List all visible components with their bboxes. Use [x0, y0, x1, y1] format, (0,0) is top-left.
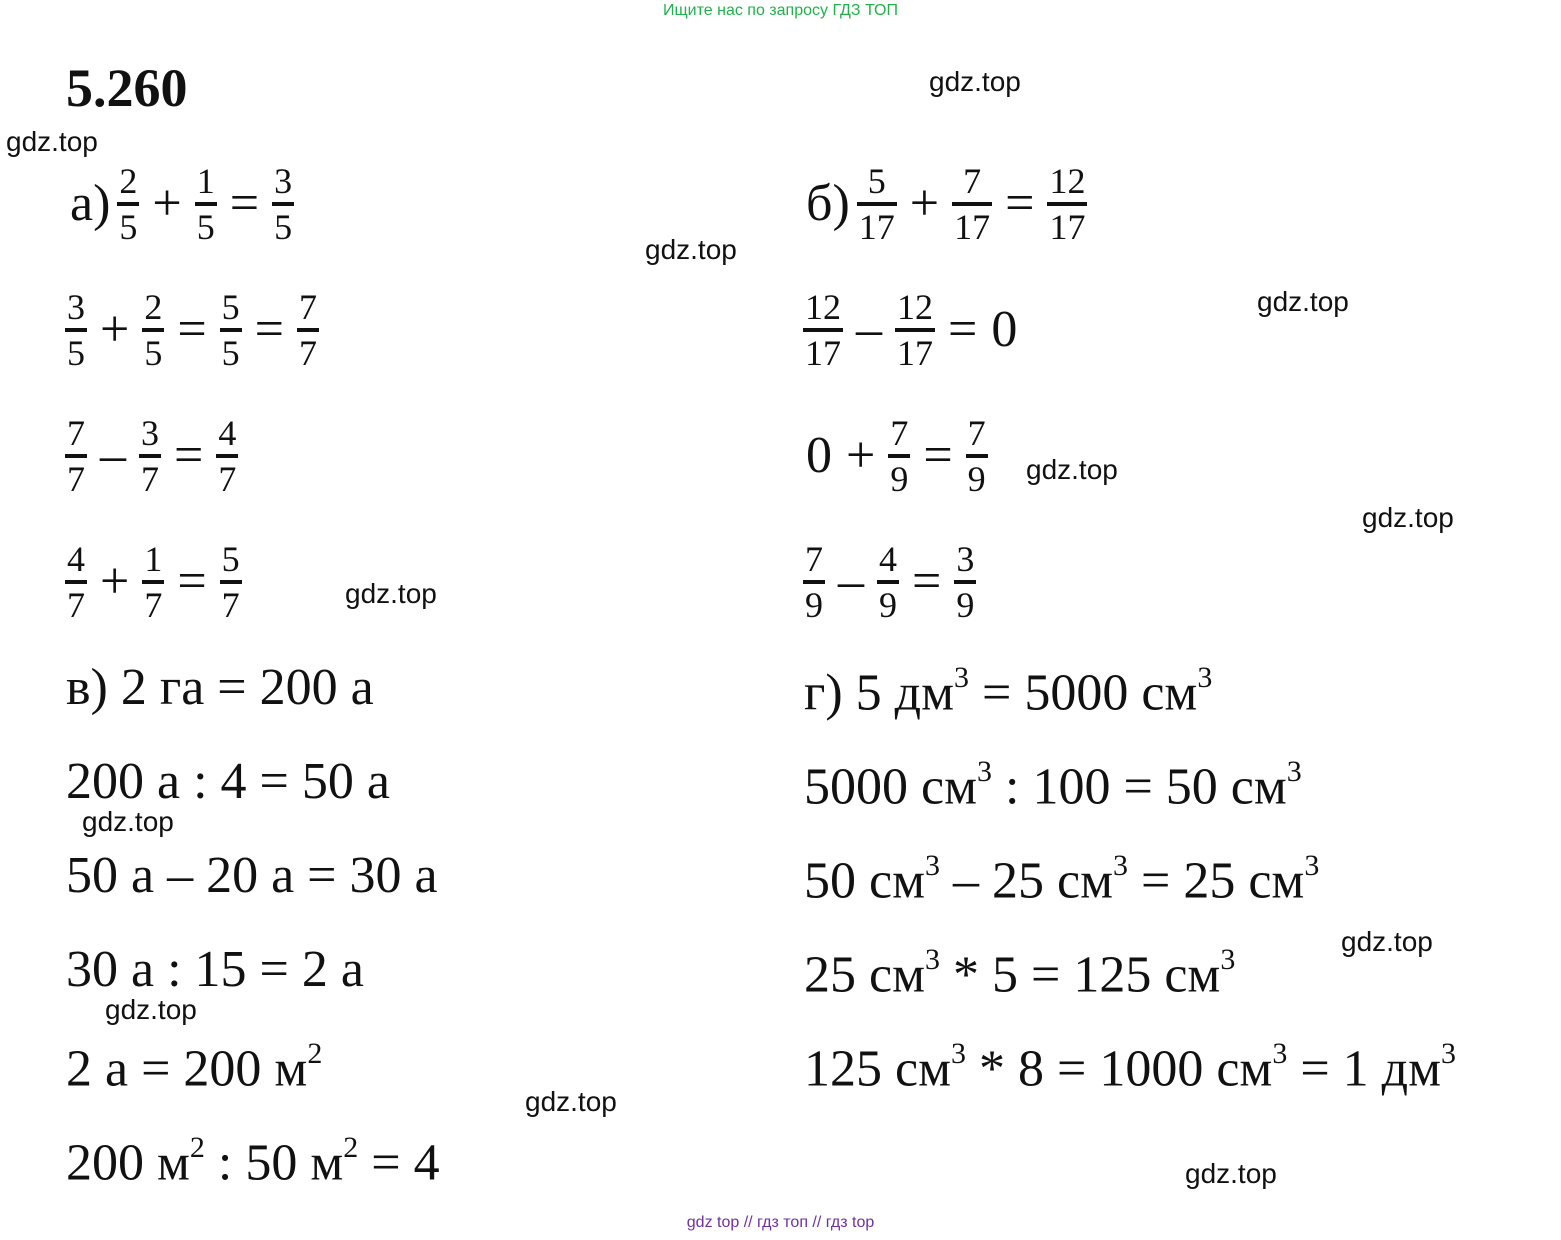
part-b-label: б)	[806, 175, 850, 232]
fraction: $\frac{2}{5}$	[144, 287, 163, 373]
watermark: gdz.top	[1185, 1158, 1277, 1189]
part-v-line-3: 50 а – 20 а = 30 а	[66, 847, 438, 904]
part-g-line-3: 50 $см^3 - 25$ $см^3 = 25$ $см^3$	[804, 849, 1320, 910]
part-b-line-3: 0 + $\frac{7}{9}$ = $\frac{7}{9}$	[806, 413, 986, 499]
part-a-line-3: $\frac{7}{7}$ – $\frac{3}{7}$ = $\frac{4}{7}$	[67, 413, 237, 499]
watermark: gdz.top	[929, 66, 1021, 97]
watermark: gdz.top	[1341, 926, 1433, 957]
watermark: gdz.top	[1026, 454, 1118, 485]
fraction: $\frac{4}{9}$	[879, 539, 897, 625]
part-g-line-1: г) 5 $дм^3 = 5000$ $см^3$	[804, 661, 1213, 722]
fraction: $\frac{7}{17}$	[954, 161, 991, 247]
fraction: $\frac{7}{7}$	[298, 287, 317, 373]
search-hint-text: Ищите нас по запросу ГДЗ ТОП	[663, 2, 898, 19]
part-a-line-2: $\frac{3}{5}$ + $\frac{2}{5}$ = $\frac{5}{5}$ = $\frac{7}{7}$	[67, 287, 317, 373]
part-v-line-4: 30 а : 15 = 2 а	[66, 941, 364, 998]
fraction: $\frac{5}{5}$	[221, 287, 240, 373]
fraction: $\frac{5}{7}$	[221, 539, 240, 625]
part-a-line-1: а) $\frac{2}{5}$ + $\frac{1}{5}$ = $\frac{3}{5}$	[66, 150, 297, 258]
part-a-label: а)	[70, 175, 111, 232]
fraction: $\frac{4}{7}$	[218, 413, 237, 499]
part-v-line-5: 2 а = 200 $м^2$	[66, 1037, 323, 1098]
fraction: $\frac{12}{17}$	[1049, 161, 1086, 247]
fraction: $\frac{3}{7}$	[141, 413, 159, 499]
part-g-line-2: 5000 $см^3$ : 100 = 50 $см^3$	[804, 755, 1302, 816]
fraction: $\frac{4}{7}$	[67, 539, 85, 625]
watermark: gdz.top	[1257, 286, 1349, 317]
watermark: gdz.top	[525, 1086, 617, 1117]
fraction: $\frac{12}{17}$	[897, 287, 933, 373]
fraction: $\frac{12}{17}$	[805, 287, 841, 373]
fraction: $\frac{3}{5}$	[274, 161, 293, 247]
footer-links[interactable]: gdz top // гдз топ // гдз top	[686, 1214, 875, 1231]
fraction: $\frac{1}{7}$	[144, 539, 163, 625]
fraction: $\frac{7}{9}$	[967, 413, 986, 499]
watermark: gdz.top	[6, 126, 98, 157]
part-v-line-1: в) 2 га = 200 а	[66, 659, 374, 716]
part-v-line-6: 200 $м^2$ : 50 $м^2 = 4$	[66, 1131, 440, 1192]
part-g-line-5: 125 $см^3 * 8 = 1000$ $см^3 = 1$ $дм^3$	[804, 1037, 1457, 1098]
fraction: $\frac{7}{7}$	[67, 413, 85, 499]
fraction: $\frac{3}{9}$	[956, 539, 975, 625]
watermark: gdz.top	[345, 578, 437, 609]
watermark: gdz.top	[105, 994, 197, 1025]
watermark: gdz.top	[1362, 502, 1454, 533]
fraction: $\frac{3}{5}$	[67, 287, 85, 373]
fraction: $\frac{7}{9}$	[890, 413, 909, 499]
fraction: $\frac{1}{5}$	[196, 161, 215, 247]
exercise-number: 5.260	[66, 58, 188, 118]
part-b-line-1: б) $\frac{5}{17}$ + $\frac{7}{17}$ = $\frac{12}{17}$	[802, 150, 1090, 258]
fraction: $\frac{5}{17}$	[858, 161, 895, 247]
fraction: $\frac{7}{9}$	[805, 539, 823, 625]
fraction: $\frac{2}{5}$	[119, 161, 138, 247]
watermark: gdz.top	[82, 806, 174, 837]
part-b-line-4: $\frac{7}{9}$ – $\frac{4}{9}$ = $\frac{3}{9}$	[805, 539, 975, 625]
part-b-line-2: $\frac{12}{17}$ – $\frac{12}{17}$ = 0	[805, 287, 1018, 373]
watermark: gdz.top	[645, 234, 737, 265]
part-g-line-4: 25 $см^3 * 5 = 125$ $см^3$	[804, 943, 1236, 1004]
part-v-line-2: 200 а : 4 = 50 а	[66, 753, 390, 810]
part-a-line-4: $\frac{4}{7}$ + $\frac{1}{7}$ = $\frac{5}{7}$	[67, 539, 240, 625]
